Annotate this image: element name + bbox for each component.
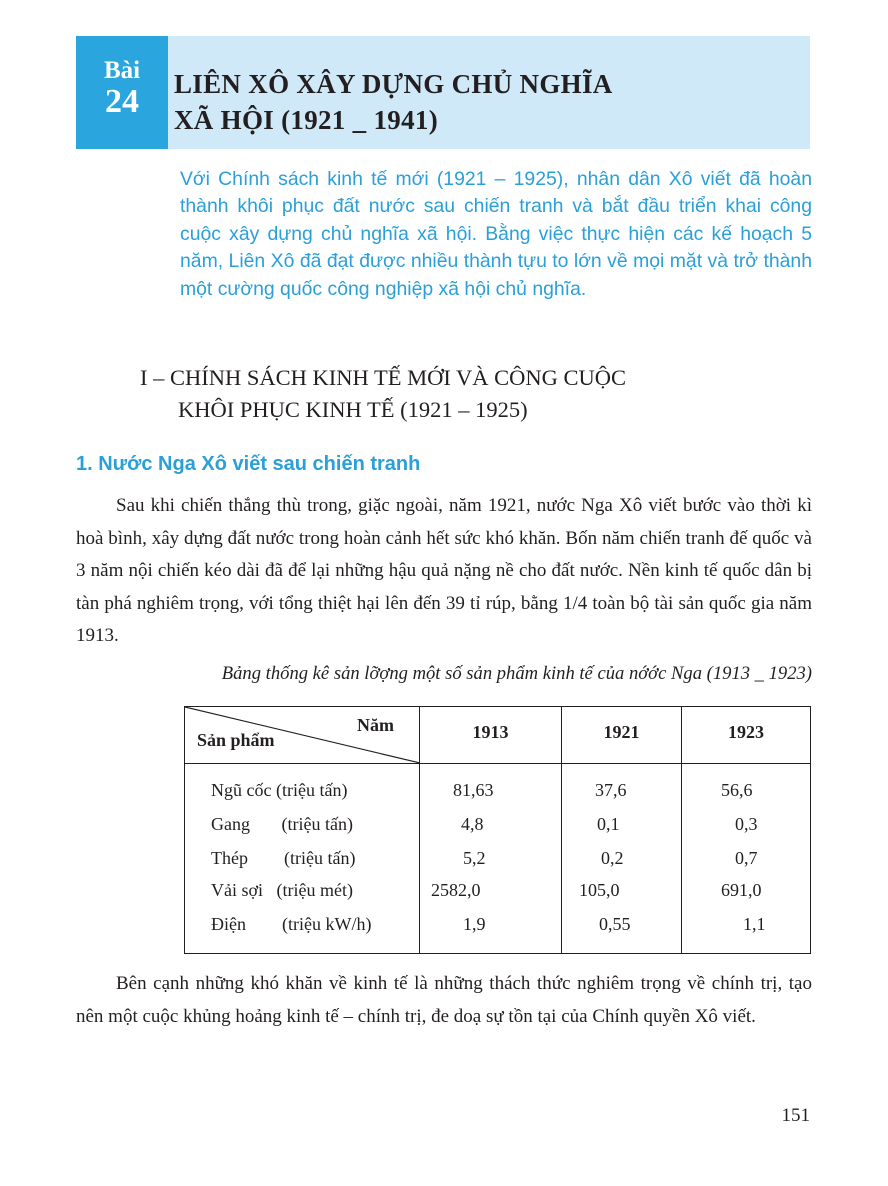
cell-1921: 0,55: [599, 914, 631, 934]
cell-1913: 1,9: [463, 914, 486, 934]
table-divider: [681, 707, 682, 953]
cell-1921: 0,1: [597, 814, 620, 834]
lesson-title: [174, 66, 613, 138]
cell-1923: 1,1: [743, 914, 766, 934]
cell-1921: 0,2: [601, 848, 624, 868]
lesson-title-line2: XÃ HỘI (1921 _ 1941): [174, 105, 438, 135]
cell-1923: 0,7: [735, 848, 758, 868]
row-product: Điện (triệu kW/h): [211, 914, 372, 934]
row-product: Gang (triệu tấn): [211, 814, 353, 834]
header-product-label: Sản phẩm: [197, 730, 275, 750]
cell-1913: 4,8: [461, 814, 484, 834]
page-number: 151: [781, 1105, 810, 1126]
lesson-number: 24: [105, 83, 139, 120]
cell-1921: 37,6: [595, 780, 627, 800]
lesson-badge: [76, 36, 168, 149]
cell-1923: 691,0: [721, 880, 762, 900]
lesson-title-line1: LIÊN XÔ XÂY DỰNG CHỦ NGHĨA: [174, 69, 613, 99]
row-product: Thép (triệu tấn): [211, 848, 356, 868]
cell-1923: 56,6: [721, 780, 753, 800]
lesson-word: Bài: [103, 57, 141, 84]
section-heading-line1: I – CHÍNH SÁCH KINH TẾ MỚI VÀ CÔNG CUỘC: [140, 365, 627, 390]
header-year-label: Năm: [357, 715, 394, 735]
cell-1921: 105,0: [579, 880, 620, 900]
paragraph-1: Sau khi chiến thắng thù trong, giặc ngoài, năm 1921, nước Nga Xô viết bước vào thời kì hoà bình, xây dựng đất nước trong hoàn cảnh hết sức khó khăn. Bốn năm chiến tranh đế quốc và 3 năm nội chiến kéo dài đã để lại những hậu quả nặng nề cho đất nước. Nền kinh tế quốc dân bị tàn phá nghiêm trọng, với tổng thiệt hại lên đến 39 tỉ rúp, bằng 1/4 toàn bộ tài sản quốc gia năm 1913.: [76, 495, 812, 647]
table-header-divider: [185, 763, 810, 764]
statistics-table: [184, 706, 811, 954]
intro-text: Với Chính sách kinh tế mới (1921 – 1925), nhân dân Xô viết đã hoàn thành khôi phục đất nước sau chiến tranh và bắt đầu triển khai công cuộc xây dựng chủ nghĩa xã hội. Bằng việc thực hiện các kế hoạch 5 năm, Liên Xô đã đạt được nhiều thành tựu to lớn về mọi mặt và trở thành một cường quốc công nghiệp xã hội chủ nghĩa.: [180, 168, 812, 300]
header-year-1913: 1913: [472, 722, 509, 742]
cell-1923: 0,3: [735, 814, 758, 834]
paragraph-2: Bên cạnh những khó khăn về kinh tế là những thách thức nghiêm trọng về chính trị, tạo nên một cuộc khủng hoảng kinh tế – chính trị, đe doạ sự tồn tại của Chính quyền Xô viết.: [76, 973, 812, 1027]
header-year-1921: 1921: [603, 722, 640, 742]
table-caption: Bảng thống kê sản lỡợng một số sản phẩm kinh tế của nớớc Nga (1913 _ 1923): [221, 663, 812, 684]
lesson-header: [76, 36, 810, 149]
section-heading-line2: KHÔI PHỤC KINH TẾ (1921 – 1925): [178, 397, 528, 422]
section-heading: [140, 362, 626, 426]
row-product: Ngũ cốc (triệu tấn): [211, 780, 348, 800]
row-product: Vải sợi (triệu mét): [211, 880, 353, 900]
table-divider: [561, 707, 562, 953]
header-year-1923: 1923: [728, 722, 764, 742]
cell-1913: 2582,0: [431, 880, 481, 900]
cell-1913: 5,2: [463, 848, 486, 868]
subsection-heading: 1. Nước Nga Xô viết sau chiến tranh: [76, 453, 421, 475]
cell-1913: 81,63: [453, 780, 494, 800]
